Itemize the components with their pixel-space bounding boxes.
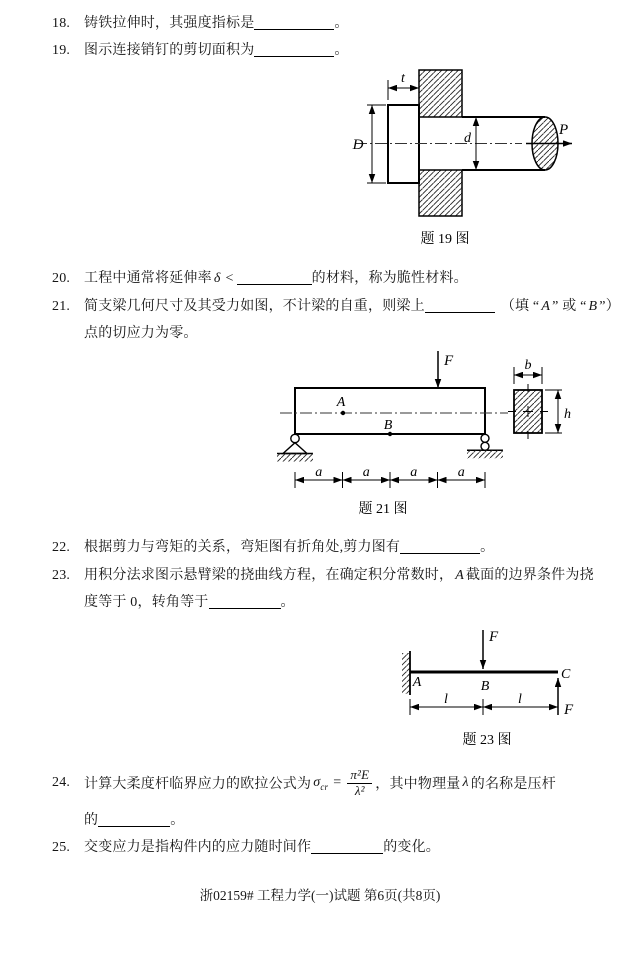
diagram-21-simply-supported-beam [270,348,605,520]
section-A-symbol: A [455,568,464,583]
wall-upper [419,70,462,117]
label-F: F [444,353,454,369]
question-18-period: 。 [334,16,349,31]
question-21-number: 21. [52,299,71,314]
question-18-answer-blank [254,15,334,30]
question-19-period: 。 [334,43,349,58]
paren-open: （填 “ [500,299,540,314]
label-B: B [383,418,393,433]
question-19-number: 19. [52,43,71,58]
label-a3: a [410,465,418,480]
question-18-text: 铸铁拉伸时，其强度指标是 [84,16,255,31]
sigma-glyph: σ [313,775,321,791]
question-22-number: 22. [52,540,71,555]
question-25-text-after: 的变化。 [383,840,441,855]
question-24-answer-blank [98,812,170,827]
question-20 [52,267,468,287]
question-23-period: 。 [280,595,295,610]
question-20-number: 20. [52,271,71,286]
label-d: d [464,131,471,146]
pin-support-left [277,434,313,461]
question-23-answer-blank [209,594,281,609]
less-than-sign: < [225,271,234,286]
diagram-23-cantilever-beam [390,622,600,752]
label-a4: a [457,465,465,480]
point-A-dot [341,411,345,415]
question-21-text-line2: 点的切应力为零。 [84,326,198,341]
question-23-line1 [52,564,594,584]
paren-close: ”） [599,299,620,314]
question-24-text-b: ，其中物理量 [375,777,461,793]
question-24-text-line2: 的 [84,813,99,828]
diagram-23-caption: 题 23 图 [462,733,512,748]
sigma-cr-symbol [311,775,330,792]
question-21-line2 [84,322,198,342]
label-h: h [564,407,571,422]
ground-hatch-left [277,454,313,462]
label-t: t [401,71,405,86]
label-D: D [352,137,364,153]
question-25-number: 25. [52,840,71,855]
diagram-19-caption: 题 19 图 [420,232,470,247]
question-20-answer-blank [237,270,312,285]
label-a1: a [315,465,323,480]
fraction-numerator: π²E [347,768,372,784]
euler-formula-fraction [347,768,372,799]
question-18-number: 18. [52,16,71,31]
label-C: C [561,667,571,682]
diagram-19-pin-shear [340,62,610,252]
option-A: A [541,299,551,314]
diagram-21-caption: 题 21 图 [358,502,408,517]
paren-mid: ” 或 “ [552,299,587,314]
sigma-subscript: cr [320,781,329,792]
label-a2: a [362,465,370,480]
question-22-period: 。 [480,540,495,555]
wall-hatch [402,653,410,694]
question-18 [52,12,349,32]
question-25-answer-blank [311,839,383,854]
question-23-text-b: 截面的边界条件为挠 [465,568,594,583]
equals-sign: = [333,775,342,791]
question-19-text: 图示连接销钉的剪切面积为 [84,43,255,58]
question-22 [52,536,494,556]
label-A: A [412,675,422,690]
label-F-right: F [564,702,574,718]
question-24-line1 [52,768,556,799]
question-21-text: 简支梁几何尺寸及其受力如图，不计梁的自重，则梁上 [84,299,425,314]
lambda-symbol: λ [462,775,469,791]
label-P: P [559,122,569,138]
question-24-period: 。 [170,813,185,828]
page-footer: 浙02159# 工程力学(一)试题 第6页(共8页) [199,888,441,903]
question-24-number: 24. [52,775,71,791]
question-20-text: 工程中通常将延伸率 [84,271,212,286]
question-24-text-a: 计算大柔度杆临界应力的欧拉公式为 [84,777,312,793]
label-l1: l [444,692,448,707]
question-25 [52,836,440,856]
question-19-answer-blank [254,42,334,57]
ground-hatch-right [467,450,503,458]
label-l2: l [518,692,522,707]
question-22-answer-blank [400,539,480,554]
question-25-text: 交变应力是指构件内的应力随时间作 [84,840,312,855]
question-23-number: 23. [52,568,71,583]
question-24-text-c: 的名称是压杆 [470,777,556,793]
question-23-text-line2: 度等于 0，转角等于 [84,595,209,610]
question-21-line1 [52,295,620,315]
question-20-text-after: 的材料，称为脆性材料。 [311,271,468,286]
question-19 [52,39,349,59]
label-B: B [480,679,490,694]
roller-support-right [467,434,503,458]
question-21-answer-blank [425,298,495,313]
label-A: A [336,395,346,410]
question-22-text: 根据剪力与弯矩的关系，弯矩图有折角处,剪力图有 [84,540,401,555]
question-23-line2 [84,591,295,611]
fraction-denominator: λ² [354,782,365,798]
wall-lower [419,170,462,216]
delta-symbol: δ [213,271,221,286]
option-B: B [588,299,598,314]
label-b: b [524,358,532,373]
question-24-line2 [84,809,184,829]
question-23-text-a: 用积分法求图示悬臂梁的挠曲线方程，在确定积分常数时， [84,568,454,583]
label-F-top: F [489,629,499,645]
